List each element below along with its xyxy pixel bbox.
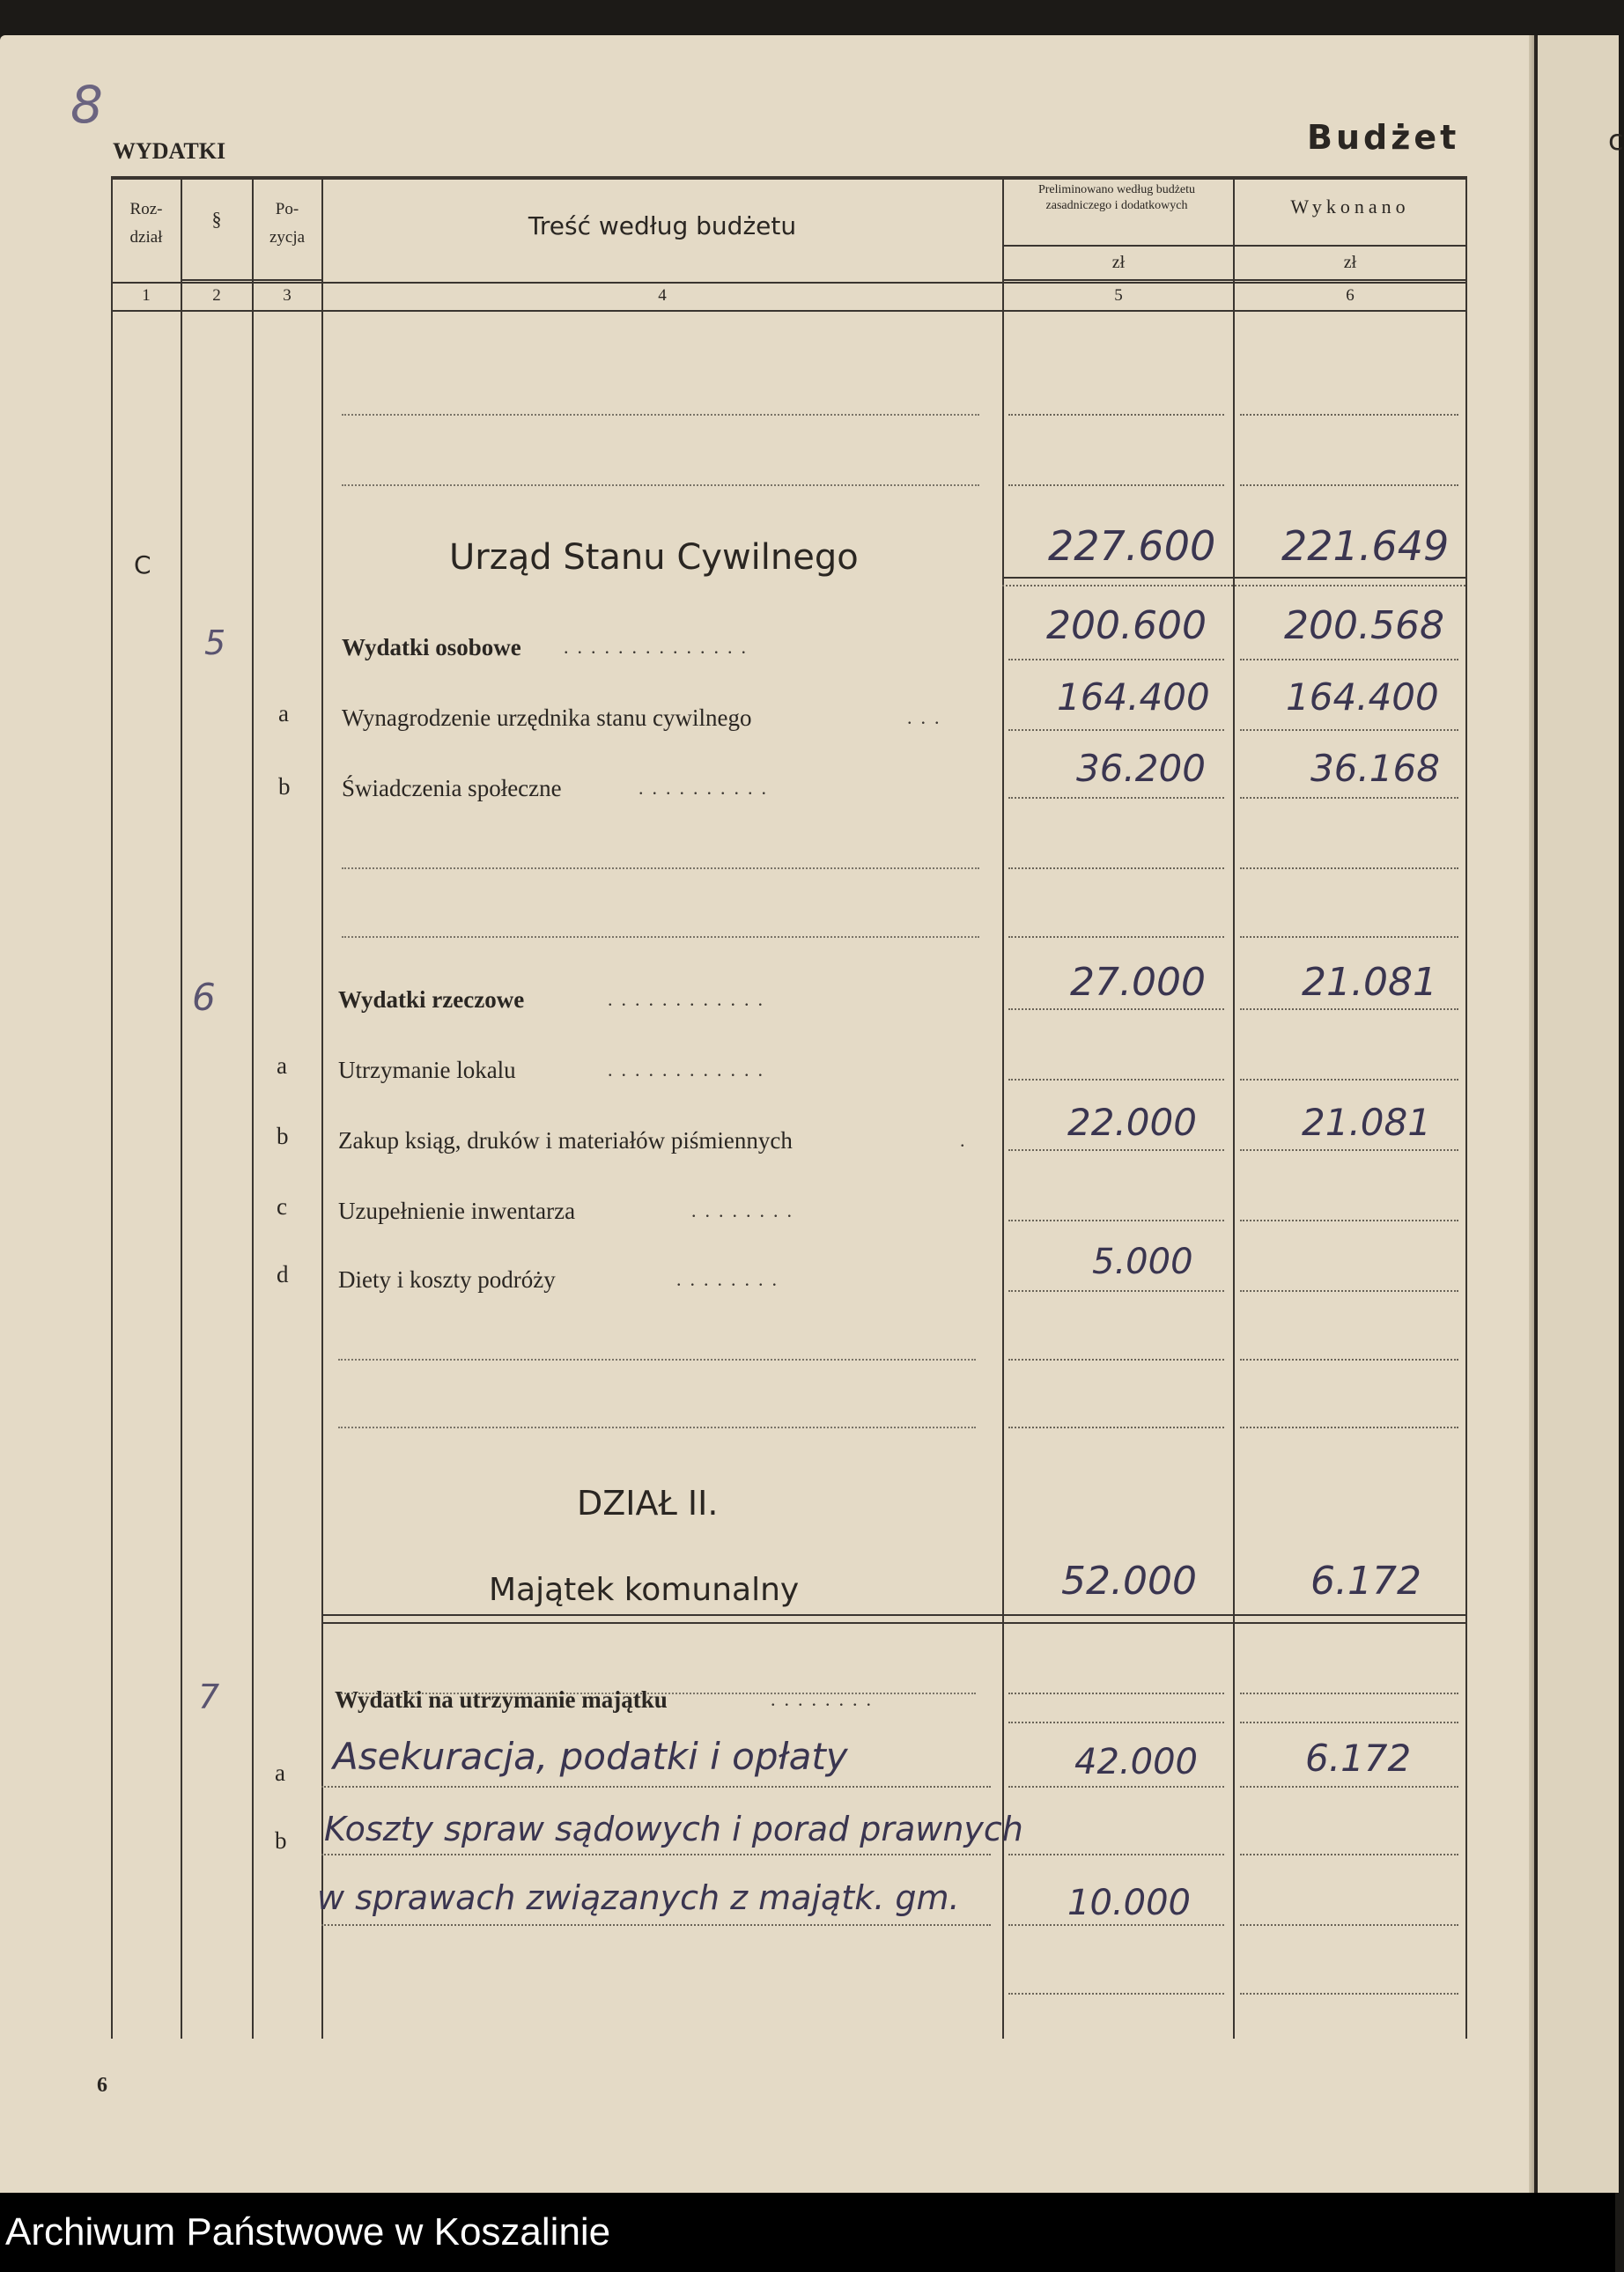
row-rzeczowe-done: 21.081 [1302,960,1437,1005]
dot-leader: ........ [676,1268,786,1290]
col-header-wykonano: Wykonano [1290,195,1410,218]
num-line [1240,1722,1458,1723]
num-line [1008,659,1224,660]
blank-line [1008,414,1224,416]
num-line [1008,1079,1224,1081]
blank-line [342,484,979,486]
blank-line [342,414,979,416]
archive-footer [0,2193,1615,2272]
num-line [1240,659,1458,660]
row-utrzymanie-label: Wydatki na utrzymanie majątku [335,1686,668,1713]
row-usc-rule [1002,577,1465,579]
num-line [1008,1008,1224,1010]
row-rzeczowe-a-label: Utrzymanie lokalu [338,1057,516,1083]
row-rzeczowe-c-label: Uzupełnienie inwentarza [338,1198,576,1224]
num-line [1240,1290,1458,1292]
row-utrzymanie-b-planned: 10.000 [1067,1883,1191,1923]
blank-line [1240,936,1458,938]
dot-leader: ............ [608,988,771,1010]
col-header-rozdzial: Roz- dział [129,200,163,247]
row-osobowe-a-done: 164.400 [1286,675,1439,719]
row-rzeczowe-d-pos: d [277,1261,289,1287]
num-line [1008,729,1224,731]
row-rzeczowe-label: Wydatki rzeczowe [338,986,525,1013]
col-border-2 [252,176,254,2039]
dot-leader: ............ [608,1059,771,1081]
col-border-3 [321,176,323,2039]
row-utrzymanie-b-label-line1: Koszty spraw sądowych i porad prawnych [324,1810,1023,1848]
blank-line [1008,1359,1224,1361]
page-number: 6 [97,2074,107,2097]
blank-line [1240,1359,1458,1361]
row-majatek-done: 6.172 [1310,1559,1421,1604]
row-usc-rozdzial: C [134,550,151,579]
blank-line [1008,867,1224,869]
row-utrzymanie-b-label-line2: w sprawach związanych z majątk. gm. [317,1878,960,1917]
dot-leader: . [960,1129,974,1151]
majatek-double-rule-1 [321,1614,1465,1616]
row-usc-planned: 227.600 [1048,522,1216,570]
col-num-4: 4 [658,286,667,305]
blank-line [1008,936,1224,938]
row-rzeczowe-b-pos: b [277,1123,289,1149]
hdr-sub-line-3 [252,279,321,281]
hdr-sub-line-56 [1002,279,1465,281]
num-line [1008,1854,1224,1855]
col-num-5: 5 [1114,286,1123,305]
row-rzeczowe-b-label: Zakup ksiąg, druków i materiałów piśmiennych [338,1127,793,1154]
row-majatek-title: Majątek komunalny [489,1572,800,1608]
row-usc-rule2 [1002,585,1465,586]
blank-line [338,1427,976,1428]
row-usc-done: 221.649 [1281,522,1450,570]
row-osobowe-par: 5 [204,623,226,662]
hdr-bottom-line [111,282,1467,284]
num-line [321,1854,991,1855]
row-osobowe-planned: 200.600 [1046,603,1207,648]
col-num-3: 3 [283,286,292,305]
row-utrzymanie-b-pos: b [275,1827,287,1854]
row-osobowe-b-planned: 36.200 [1076,747,1206,790]
blank-line [1240,1427,1458,1428]
row-osobowe-b-pos: b [278,773,291,800]
page-title: WYDATKI [113,138,226,164]
row-rzeczowe-d-planned: 5.000 [1092,1242,1193,1282]
archive-footer-text: Archiwum Państwowe w Koszalinie [5,2210,611,2254]
col-border-1 [181,176,182,2039]
blank-line [1008,1993,1224,1995]
blank-line [1240,484,1458,486]
blank-line [342,936,979,938]
blank-line [342,867,979,869]
row-osobowe-a-planned: 164.400 [1057,675,1210,719]
num-line [321,1786,991,1788]
row-osobowe-b-label: Świadczenia społeczne [342,775,562,801]
row-utrzymanie-a-planned: 42.000 [1074,1742,1198,1782]
dot-leader: .......... [639,777,775,799]
col-unit-5: zł [1111,253,1126,272]
row-usc-title: Urząd Stanu Cywilnego [449,537,859,578]
adjacent-page [1534,35,1624,2193]
row-rzeczowe-b-planned: 22.000 [1067,1101,1197,1144]
num-line [1008,1220,1224,1221]
col-num-1: 1 [142,286,151,305]
blank-line [1240,1693,1458,1694]
num-line [1240,797,1458,799]
blank-line [1240,414,1458,416]
majatek-double-rule-2 [321,1622,1465,1624]
blank-line [338,1359,976,1361]
col-header-preliminowano: Preliminowano według budżetu zasadniczego i dodatkowych [1037,183,1196,212]
row-osobowe-done: 200.568 [1284,603,1444,648]
col-border-5 [1233,176,1235,2039]
row-rzeczowe-planned: 27.000 [1070,960,1206,1005]
num-line [1008,1149,1224,1151]
col-border-0 [111,176,113,2039]
row-rzeczowe-d-label: Diety i koszty podróży [338,1266,556,1293]
col-header-tresc: Treść według budżetu [528,211,797,240]
num-line [1008,797,1224,799]
blank-line [1008,1427,1224,1428]
num-line [1240,1786,1458,1788]
row-utrzymanie-a-done: 6.172 [1305,1737,1412,1780]
table-top-border [111,176,1467,180]
num-line [1240,1079,1458,1081]
num-line [1008,1722,1224,1723]
row-rzeczowe-a-pos: a [277,1052,287,1079]
num-line [1240,1854,1458,1855]
num-line [1240,1149,1458,1151]
hdr-sub-line-2 [181,279,252,281]
row-utrzymanie-par: 7 [198,1678,220,1716]
col-header-paragraf: § [211,208,222,230]
col-border-6 [1465,176,1467,2039]
corner-mark: 8 [70,75,103,135]
num-line [1240,729,1458,731]
row-osobowe-a-label: Wynagrodzenie urzędnika stanu cywilnego [342,704,752,731]
row-osobowe-a-pos: a [278,700,289,727]
num-line [1240,1008,1458,1010]
hdr-unit-line [1002,245,1465,247]
blank-line [1008,1693,1224,1694]
num-line [1240,1924,1458,1926]
adjacent-page-letter: c [1608,123,1624,157]
col-unit-6: zł [1343,253,1357,272]
dot-leader: ........ [691,1199,801,1221]
row-majatek-planned: 52.000 [1061,1559,1197,1604]
num-line [1008,1924,1224,1926]
num-line [1008,1786,1224,1788]
num-line [321,1924,991,1926]
col-num-2: 2 [212,286,221,305]
col-header-pozycja: Po- zycja [269,200,306,247]
hdr-num-line [111,310,1467,312]
row-rzeczowe-par: 6 [192,976,216,1019]
dot-leader: ... [907,706,949,728]
dot-leader: ........ [771,1688,880,1710]
row-rzeczowe-c-pos: c [277,1193,287,1220]
blank-line [1240,867,1458,869]
col-border-4 [1002,176,1004,2039]
row-utrzymanie-a-label: Asekuracja, podatki i opłaty [333,1735,848,1778]
num-line [1240,1220,1458,1221]
dot-leader: .............. [564,636,755,658]
budget-title: Budżet [1307,118,1460,157]
row-osobowe-b-done: 36.168 [1310,747,1440,790]
num-line [1008,1290,1224,1292]
row-utrzymanie-a-pos: a [275,1759,285,1786]
blank-line [1240,1993,1458,1995]
section-dzial-title: DZIAŁ II. [577,1484,719,1523]
blank-line [1008,484,1224,486]
col-num-6: 6 [1346,286,1355,305]
row-rzeczowe-b-done: 21.081 [1302,1101,1431,1144]
row-osobowe-label: Wydatki osobowe [342,634,521,660]
